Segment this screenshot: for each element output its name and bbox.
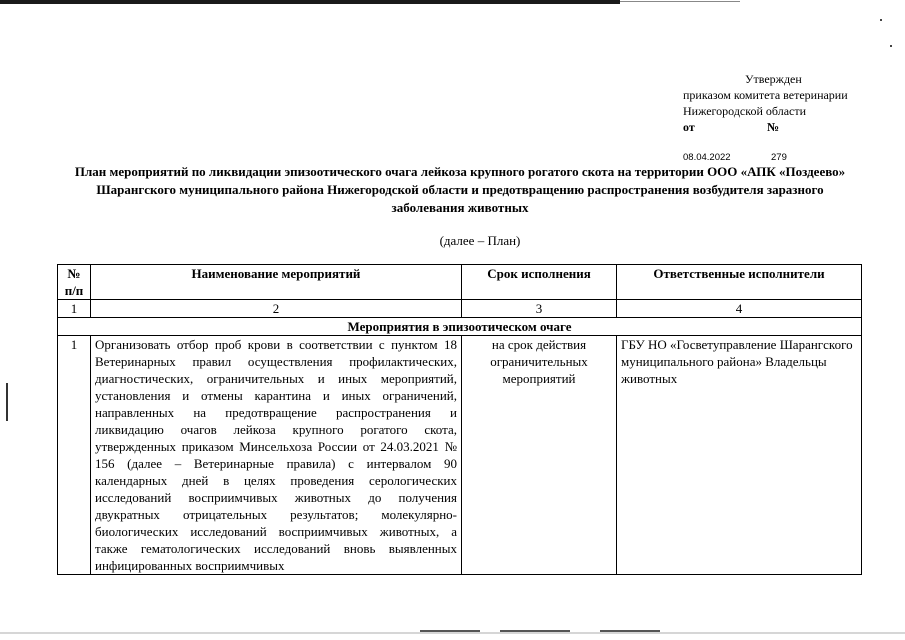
table-header-row [58, 265, 862, 300]
approval-number: 279 [771, 152, 787, 163]
scan-edge-top-thin [620, 1, 740, 2]
approval-from-label: от [683, 120, 695, 134]
scan-edge-bottom-mark [420, 630, 480, 632]
document-subtitle: (далее – План) [439, 233, 521, 248]
approval-line3: Нижегородской области [683, 104, 807, 118]
header-number: № п/п [58, 265, 91, 300]
approval-number-label: № [767, 120, 780, 134]
row-deadline: на срок действия ограничительных мероприятий [462, 336, 617, 575]
row-number: 1 [58, 336, 91, 575]
row-responsible: ГБУ НО «Госветуправление Шарангского муниципального района» Владельцы животных [617, 336, 862, 575]
approval-block [683, 71, 848, 166]
scan-edge-bottom-mark [500, 630, 570, 632]
scan-edge-bottom-mark [600, 630, 660, 632]
approval-from-row [683, 119, 848, 135]
header-responsible: Ответственные исполнители [617, 265, 862, 300]
header-deadline: Срок исполнения [462, 265, 617, 300]
table-row [58, 336, 862, 575]
scan-speck [890, 45, 892, 47]
scan-margin-mark [6, 383, 8, 421]
header-activity: Наименование мероприятий [91, 265, 462, 300]
column-number: 2 [91, 300, 462, 318]
plan-table [57, 264, 862, 575]
document-title: План мероприятий по ликвидации эпизоотического очага лейкоза крупного рогатого скота на территории ООО «АПК «Поздеево» Шарангского муниципального района Нижегородской области и предотвращению распространения возбудителя заразного заболевания животных [74, 164, 846, 215]
scan-edge-bottom [0, 632, 905, 634]
approval-date: 08.04.2022 [683, 152, 731, 163]
scan-speck [880, 19, 882, 21]
column-number: 4 [617, 300, 862, 318]
section-row [58, 318, 862, 336]
column-number-row [58, 300, 862, 318]
column-number: 3 [462, 300, 617, 318]
approval-line2: приказом комитета ветеринарии [683, 88, 848, 102]
scan-edge-top [0, 0, 620, 4]
row-activity: Организовать отбор проб крови в соответствии с пунктом 18 Ветеринарных правил осуществления профилактических, диагностических, ограничительных и иных мероприятий, установления и отмены карантина и иных ограничений, направленных на предотвращение распространения и ликвидацию очагов лейкоза крупного рогатого скота, утвержденных приказом Минсельхоза России от 24.03.2021 № 156 (далее – Ветеринарные правила) с интервалом 90 календарных дней в целях проведения серологических исследований восприимчивых животных до получения двукратных отрицательных результатов; молекулярно-биологических исследований восприимчивых животных, а также гематологических исследований вновь выявленных инфицированных восприимчивых [91, 336, 462, 575]
section-title: Мероприятия в эпизоотическом очаге [58, 318, 862, 336]
approval-line1: Утвержден [745, 72, 802, 86]
column-number: 1 [58, 300, 91, 318]
